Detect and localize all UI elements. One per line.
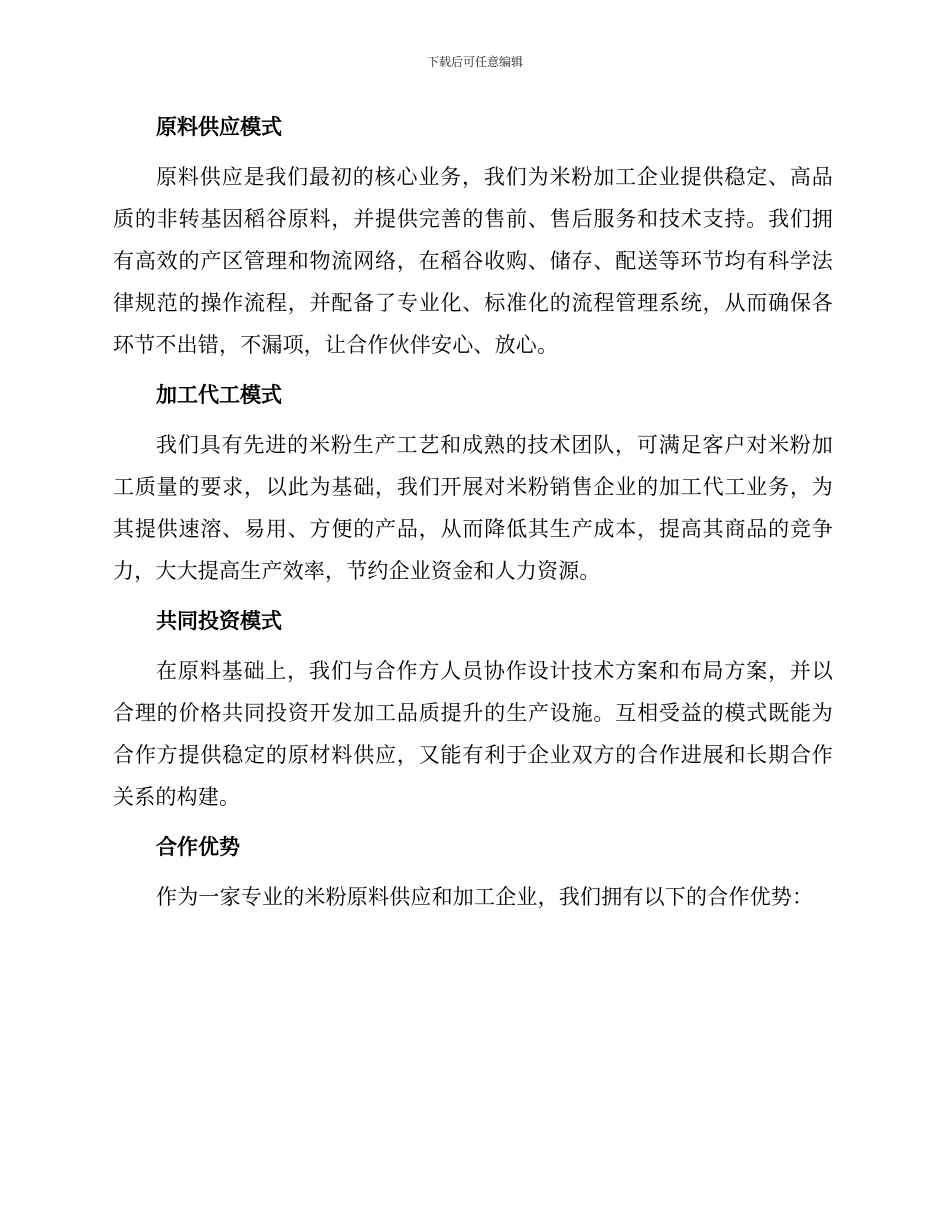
section-heading-cooperation-advantages: 合作优势 [156,835,240,859]
page-header-note: 下载后可任意编辑 [426,55,523,69]
section-heading-raw-material-supply: 原料供应模式 [156,115,282,139]
document-body [113,106,833,926]
section-heading-joint-investment: 共同投资模式 [156,609,282,633]
section-paragraph-oem-processing: 我们具有先进的米粉生产工艺和成熟的技术团队，可满足客户对米粉加工质量的要求，以此为基础，我们开展对米粉销售企业的加工代工业务，为其提供速溶、易用、方便的产品，从而降低其生产成本，提高其商品的竞争力，大大提高生产效率，节约企业资金和人力资源。 [113,433,833,583]
section-paragraph-cooperation-advantages: 作为一家专业的米粉原料供应和加工企业，我们拥有以下的合作优势： [156,885,814,909]
section-heading-oem-processing: 加工代工模式 [156,383,282,407]
section-paragraph-raw-material-supply: 原料供应是我们最初的核心业务，我们为米粉加工企业提供稳定、高品质的非转基因稻谷原料，并提供完善的售前、售后服务和技术支持。我们拥有高效的产区管理和物流网络，在稻谷收购、储存、配送等环节均有科学法律规范的操作流程，并配备了专业化、标准化的流程管理系统，从而确保各环节不出错，不漏项，让合作伙伴安心、放心。 [113,165,833,357]
section-paragraph-joint-investment: 在原料基础上，我们与合作方人员协作设计技术方案和布局方案，并以合理的价格共同投资开发加工品质提升的生产设施。互相受益的模式既能为合作方提供稳定的原材料供应，又能有利于企业双方的合作进展和长期合作关系的构建。 [113,659,833,809]
